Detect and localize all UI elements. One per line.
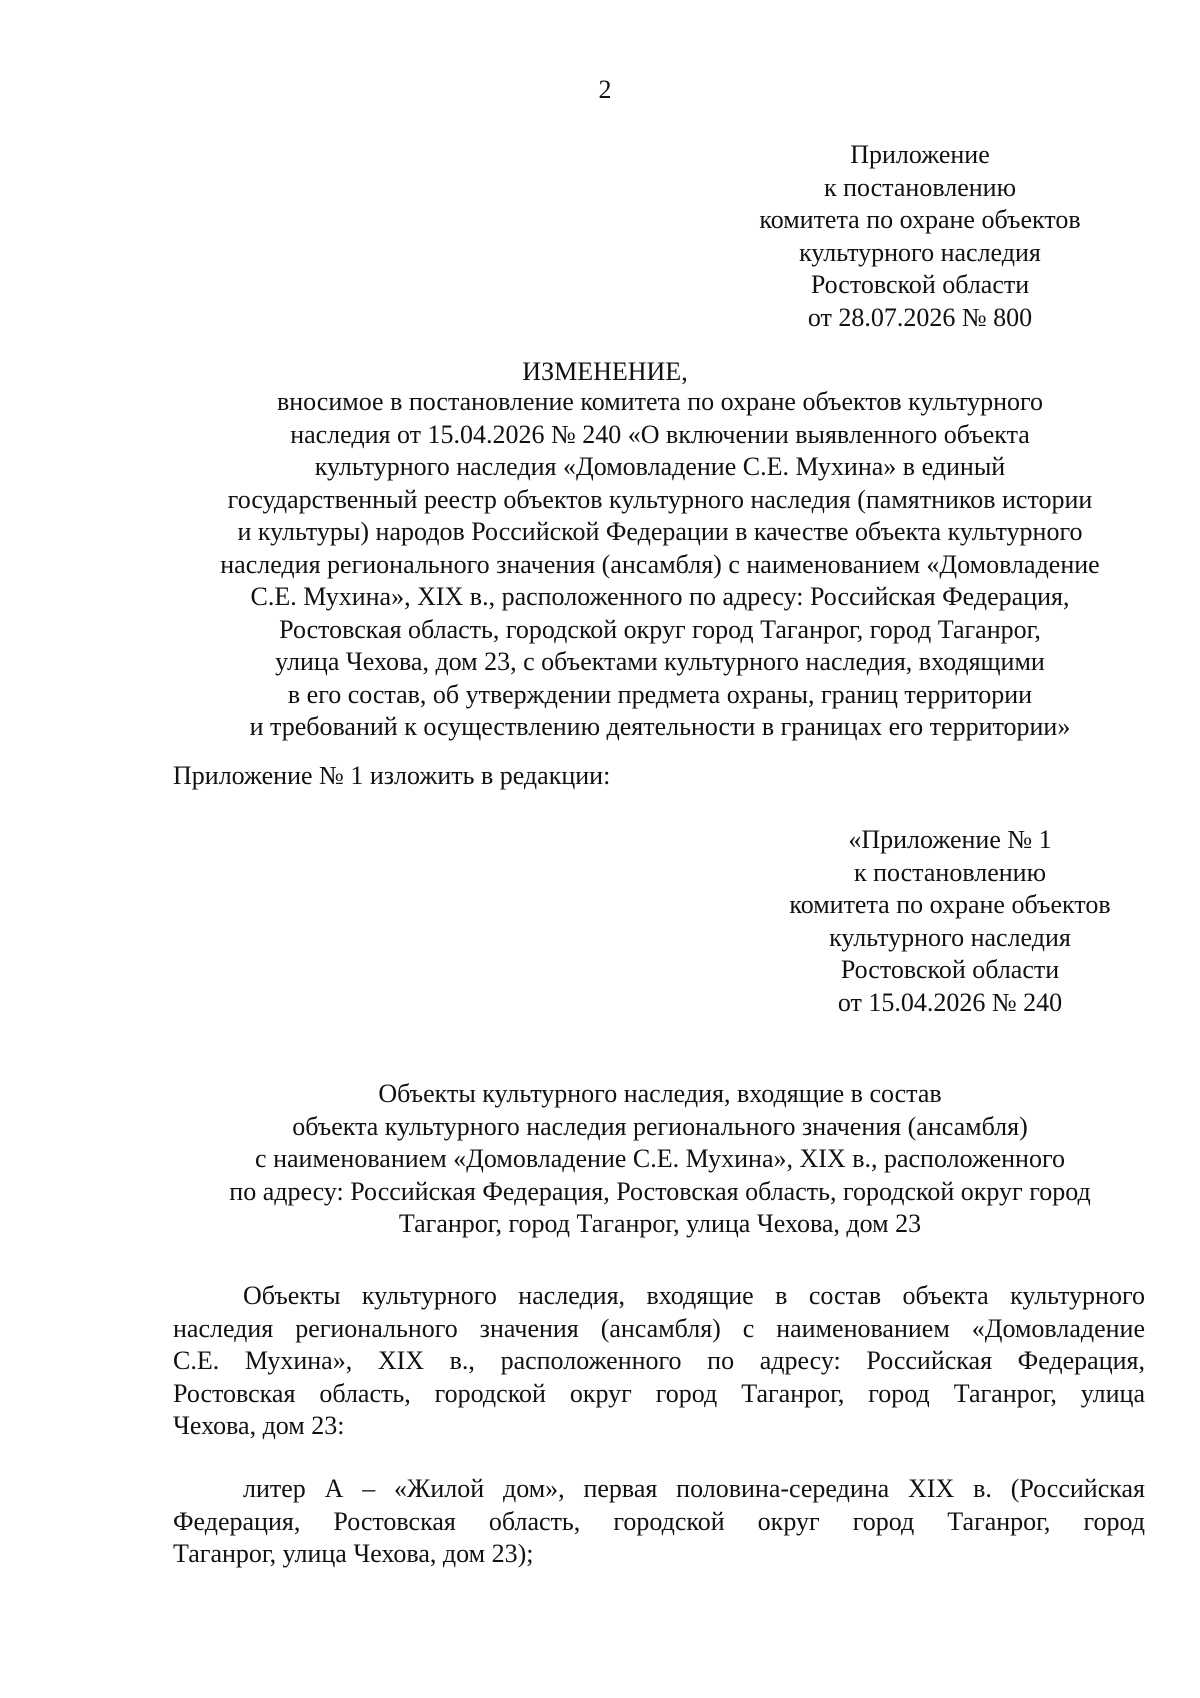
change-subtitle-line: наследия регионального значения (ансамбля) с наименованием «Домовладение <box>220 549 1100 579</box>
objects-heading-line: Объекты культурного наследия, входящие в состав <box>378 1079 942 1108</box>
change-title: ИЗМЕНЕНИЕ, <box>522 357 688 386</box>
appendix-header-line: Приложение <box>850 140 990 169</box>
appendix1-header-line: к постановлению <box>853 857 1047 887</box>
change-subtitle-line: культурного наследия «Домовладение С.Е. Мухина» в единый <box>314 452 1006 481</box>
objects-heading-line: по адресу: Российская Федерация, Ростовская область, городской округ город <box>229 1176 1091 1206</box>
change-subtitle-line: государственный реестр объектов культурного наследия (памятников истории <box>227 484 1093 514</box>
amendment-instruction: Приложение № 1 изложить в редакции: <box>173 761 611 790</box>
objects-heading-block <box>160 1078 1160 1241</box>
objects-heading-line: Таганрог, город Таганрог, улица Чехова, дом 23 <box>398 1209 922 1238</box>
objects-heading-line: объекта культурного наследия регионального значения (ансамбля) <box>292 1111 1028 1141</box>
appendix1-header-date-number: от 15.04.2026 № 240 <box>837 987 1063 1017</box>
change-subtitle-line: в его состав, об утверждении предмета охраны, границ территории <box>287 679 1033 709</box>
change-subtitle-line: С.Е. Мухина», XIX в., расположенного по адресу: Российская Федерация, <box>250 582 1070 611</box>
appendix1-header-line: «Приложение № 1 <box>848 825 1052 854</box>
appendix-header-line: комитета по охране объектов <box>759 205 1081 234</box>
appendix1-header-line: Ростовской области <box>840 955 1060 984</box>
liter-a-paragraph-line: Таганрог, улица Чехова, дом 23); <box>173 1539 534 1568</box>
liter-a-paragraph-line: литер А – «Жилой дом», первая половина-середина XIX в. (Российская <box>243 1474 1145 1503</box>
intro-paragraph-line: Ростовская область, городской округ город Таганрог, город Таганрог, улица <box>173 1378 1145 1408</box>
appendix-header-line: культурного наследия <box>799 237 1041 267</box>
intro-paragraph-line: С.Е. Мухина», XIX в., расположенного по адресу: Российская Федерация, <box>173 1346 1145 1375</box>
change-subtitle-line: Ростовская область, городской округ город Таганрог, город Таганрог, <box>279 614 1041 644</box>
change-subtitle-line: улица Чехова, дом 23, с объектами культурного наследия, входящими <box>275 647 1045 676</box>
appendix1-header-line: комитета по охране объектов <box>789 890 1111 919</box>
change-subtitle-line: вносимое в постановление комитета по охране объектов культурного <box>276 387 1044 416</box>
change-subtitle-block <box>160 386 1160 744</box>
liter-a-paragraph-line: Федерация, Ростовская область, городской округ город Таганрог, город <box>173 1506 1145 1536</box>
appendix-header-date-number: от 28.07.2026 № 800 <box>807 302 1033 332</box>
appendix1-header-block <box>740 824 1160 1019</box>
intro-paragraph <box>173 1280 1145 1443</box>
intro-paragraph-line: Объекты культурного наследия, входящие в состав объекта культурного <box>243 1281 1145 1310</box>
page-number: 2 <box>598 75 612 104</box>
appendix-header-line: к постановлению <box>823 172 1017 202</box>
change-subtitle-line: и требований к осуществлению деятельности в границах его территории» <box>249 712 1071 741</box>
appendix1-header-line: культурного наследия <box>829 922 1071 952</box>
intro-paragraph-line: наследия регионального значения (ансамбля) с наименованием «Домовладение <box>173 1313 1145 1343</box>
liter-a-paragraph <box>173 1473 1145 1571</box>
objects-heading-line: с наименованием «Домовладение С.Е. Мухина», XIX в., расположенного <box>255 1144 1065 1173</box>
appendix-header-block <box>700 139 1140 334</box>
intro-paragraph-line: Чехова, дом 23: <box>173 1411 345 1440</box>
appendix-header-line: Ростовской области <box>810 270 1030 299</box>
change-subtitle-line: наследия от 15.04.2026 № 240 «О включении выявленного объекта <box>290 419 1030 449</box>
change-subtitle-line: и культуры) народов Российской Федерации в качестве объекта культурного <box>237 517 1083 546</box>
